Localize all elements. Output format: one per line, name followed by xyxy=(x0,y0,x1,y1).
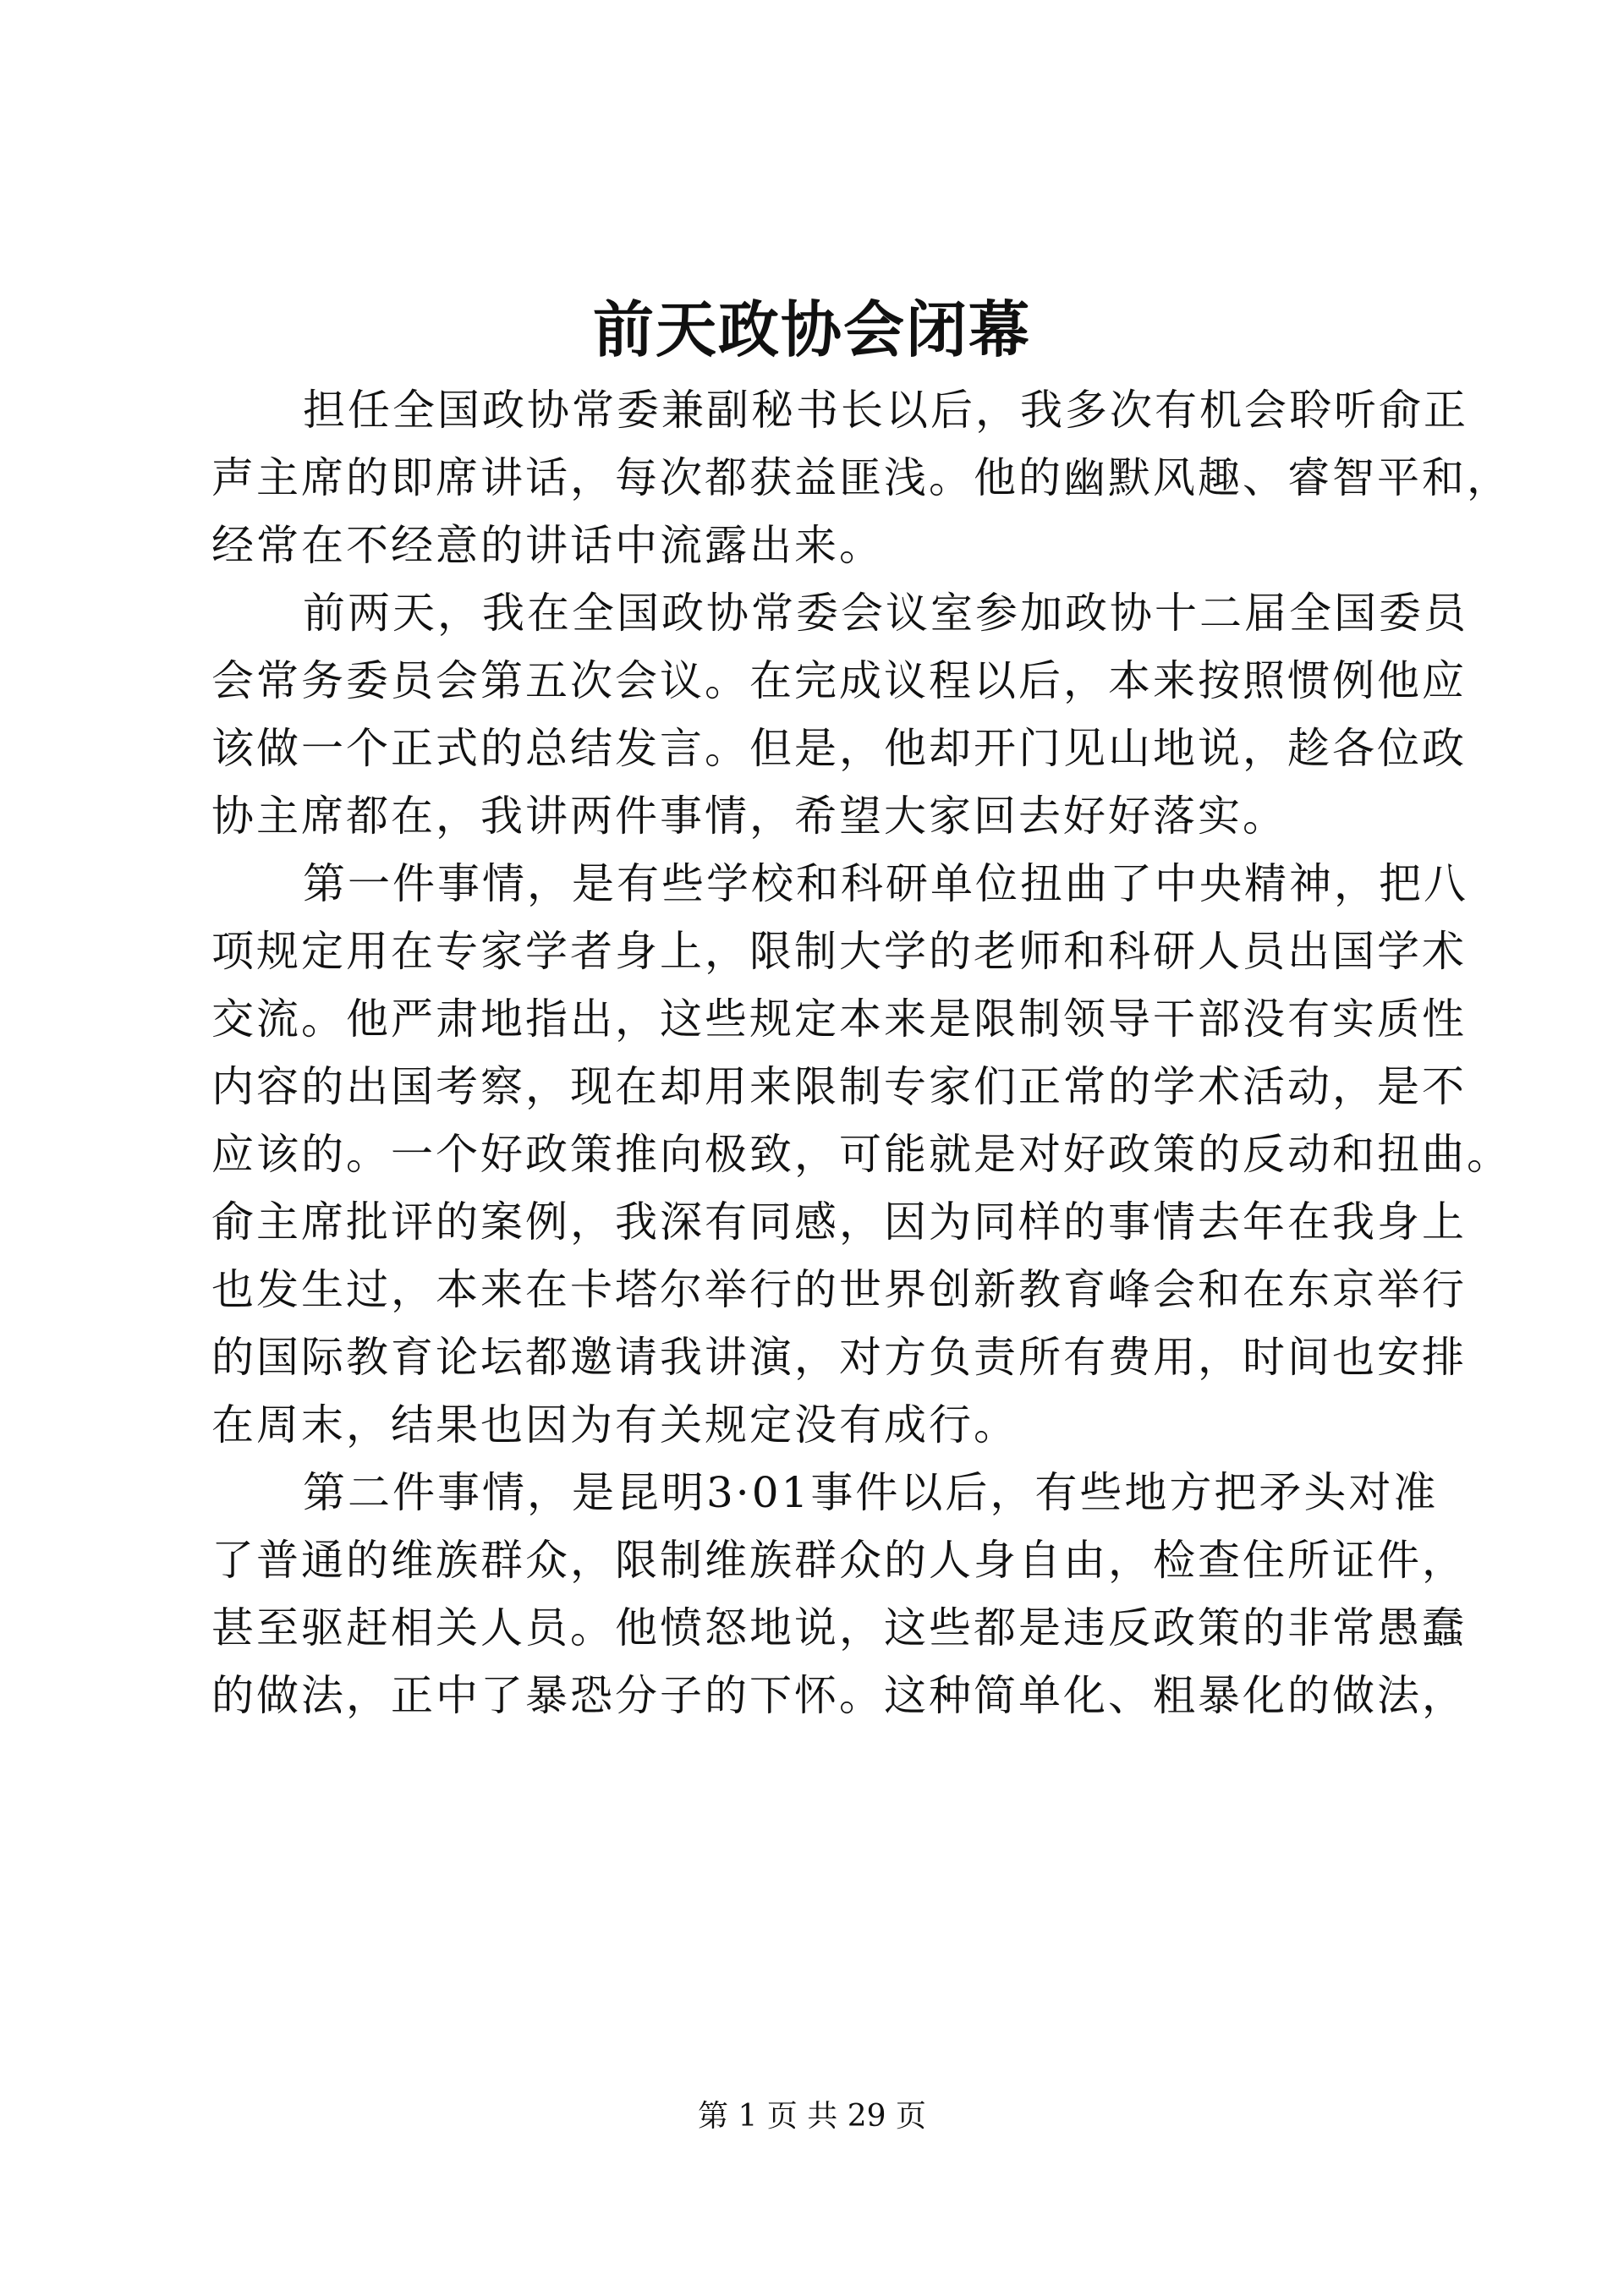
text-line: 甚至驱赶相关人员。他愤怒地说，这些都是违反政策的非常愚蠢 xyxy=(211,1603,1467,1652)
text-line: 第一件事情，是有些学校和科研单位扭曲了中央精神，把八 xyxy=(303,859,1468,908)
document-body xyxy=(211,376,1512,1729)
text-line: 的国际教育论坛都邀请我讲演，对方负责所有费用，时间也安排 xyxy=(211,1333,1467,1382)
page-title: 前天政协会闭幕 xyxy=(592,293,1031,365)
text-line: 会常务委员会第五次会议。在完成议程以后，本来按照惯例他应 xyxy=(211,656,1467,705)
text-line: 内容的出国考察，现在却用来限制专家们正常的学术活动，是不 xyxy=(211,1062,1467,1111)
text-line: 该做一个正式的总结发言。但是，他却开门见山地说，趁各位政 xyxy=(211,724,1467,773)
text-line: 声主席的即席讲话，每次都获益匪浅。他的幽默风趣、睿智平和， xyxy=(211,453,1512,502)
paragraph-4 xyxy=(211,1459,1467,1729)
text-line: 的做法，正中了暴恐分子的下怀。这种简单化、粗暴化的做法， xyxy=(211,1671,1467,1720)
text-line: 也发生过，本来在卡塔尔举行的世界创新教育峰会和在东京举行 xyxy=(211,1265,1467,1314)
paragraph-1 xyxy=(211,376,1512,579)
text-line: 交流。他严肃地指出，这些规定本来是限制领导干部没有实质性 xyxy=(211,995,1467,1044)
text-line: 第二件事情，是昆明3·01事件以后，有些地方把矛头对准 xyxy=(303,1468,1439,1517)
page-footer: 第 1 页 共 29 页 xyxy=(698,2099,926,2134)
text-line: 担任全国政协常委兼副秘书长以后，我多次有机会聆听俞正 xyxy=(303,386,1468,435)
paragraph-3 xyxy=(211,850,1512,1459)
text-line: 协主席都在，我讲两件事情，希望大家回去好好落实。 xyxy=(211,792,1287,841)
text-line: 了普通的维族群众，限制维族群众的人身自由，检查住所证件， xyxy=(211,1536,1467,1585)
text-line: 经常在不经意的讲话中流露出来。 xyxy=(211,521,884,570)
text-line: 前两天，我在全国政协常委会议室参加政协十二届全国委员 xyxy=(303,589,1468,638)
text-line: 在周末，结果也因为有关规定没有成行。 xyxy=(211,1400,1018,1449)
text-line: 俞主席批评的案例，我深有同感，因为同样的事情去年在我身上 xyxy=(211,1197,1467,1247)
text-line: 应该的。一个好政策推向极致，可能就是对好政策的反动和扭曲。 xyxy=(211,1130,1512,1179)
text-line: 项规定用在专家学者身上，限制大学的老师和科研人员出国学术 xyxy=(211,927,1467,976)
paragraph-2 xyxy=(211,579,1468,850)
